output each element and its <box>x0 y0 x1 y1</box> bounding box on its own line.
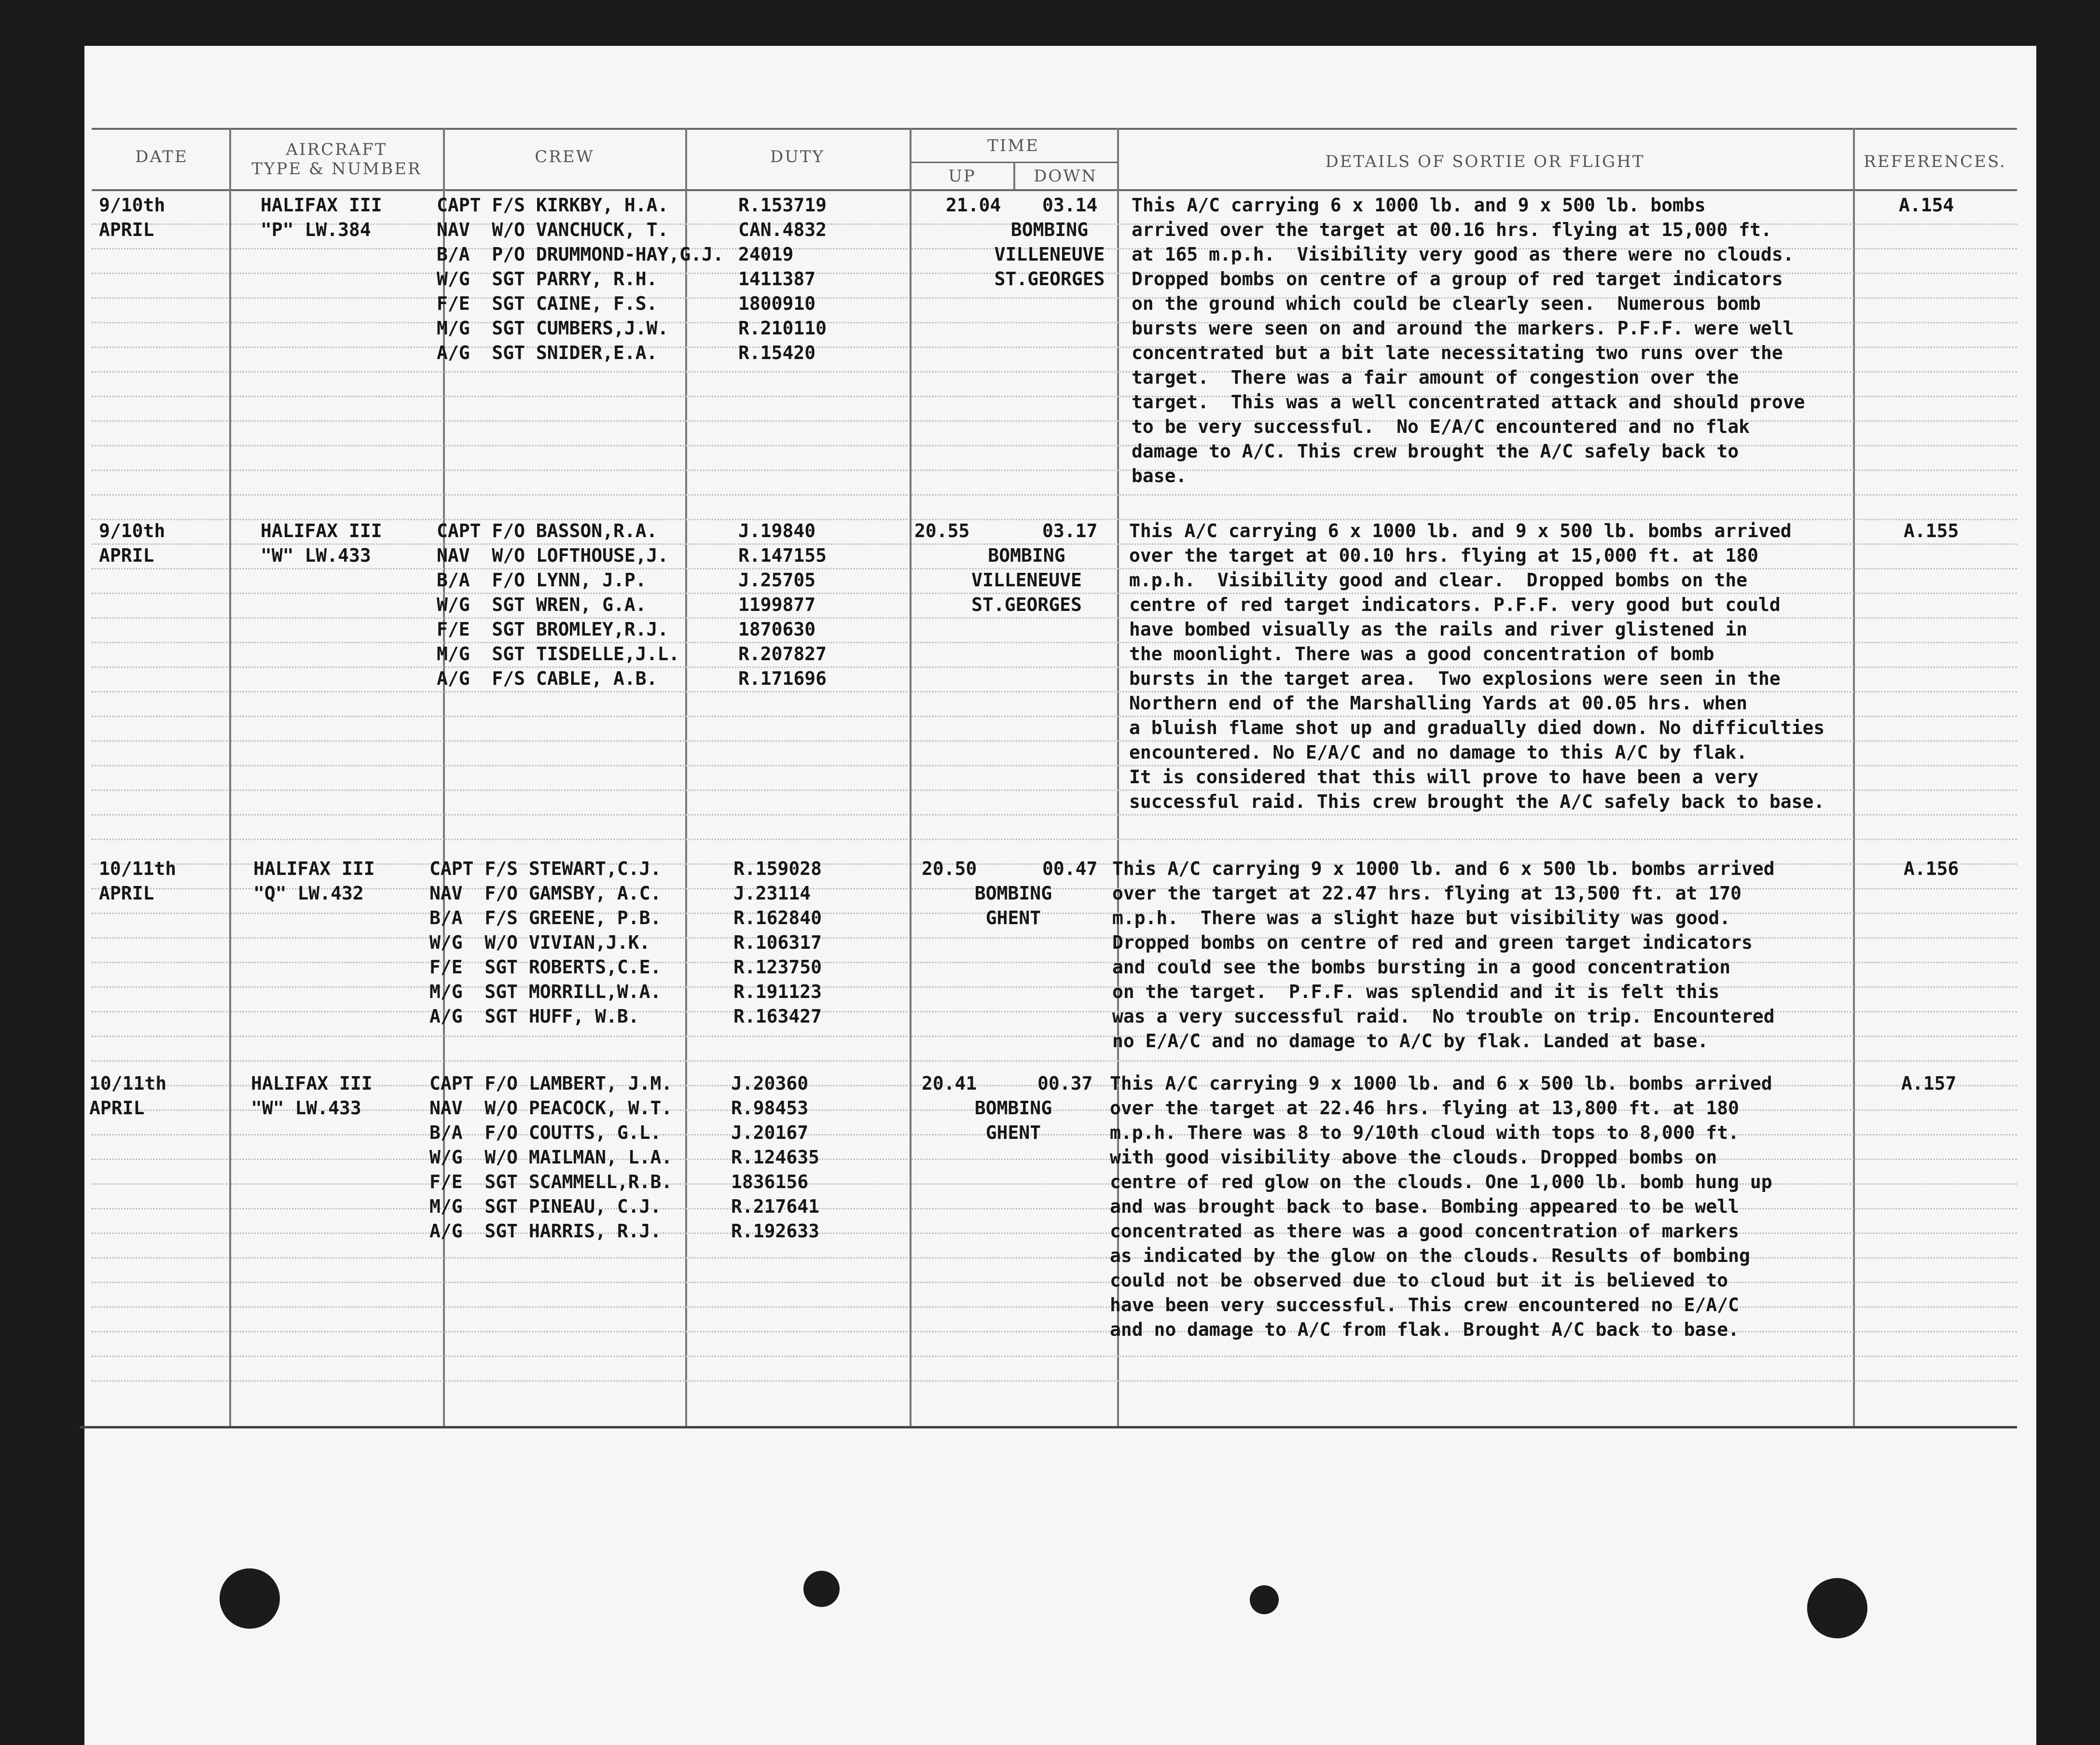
entry-crew: CAPT F/O BASSON,R.A. NAV W/O LOFTHOUSE,J. B/A F/O LYNN, J.P. W/G SGT WREN, G.A. F/E SGT BROMLEY,R.J. M/G SGT TISDELLE,J.L. A/G F/S CABLE, A.B. <box>437 520 680 689</box>
header-down: DOWN <box>1034 166 1097 186</box>
entry-duty: J.20360 R.98453 J.20167 R.124635 1836156 R.217641 R.192633 <box>731 1073 820 1242</box>
entry-aircraft: HALIFAX III "Q" LW.432 <box>253 858 375 904</box>
entry-duty: R.153719 CAN.4832 24019 1411387 1800910 R.210110 R.15420 <box>738 194 827 363</box>
entry-date: 10/11th APRIL <box>89 1073 167 1119</box>
table-bottom-rule <box>80 1426 2017 1428</box>
binding-hole-right <box>1807 1578 1867 1638</box>
entry-date: 9/10th APRIL <box>99 520 166 566</box>
binding-hole-center-left <box>803 1571 840 1607</box>
ruled-line <box>92 1060 2017 1062</box>
entry-down-time: 03.14 <box>1042 194 1098 216</box>
binding-hole-left <box>220 1568 280 1629</box>
entry-up-time: 20.50 <box>922 858 977 879</box>
entry-up-time: 21.04 <box>946 194 1001 216</box>
entry-target: BOMBING VILLENEUVE ST.GEORGES <box>994 219 1105 290</box>
header-bottom-rule <box>92 189 2017 191</box>
entry-down-time: 00.37 <box>1037 1073 1093 1094</box>
entry-down-time: 03.17 <box>1042 520 1098 541</box>
entry-date: 10/11th APRIL <box>99 858 177 904</box>
entry-details: This A/C carrying 6 x 1000 lb. and 9 x 500 lb. bombs arrived over the target at 00.10 hrs. flying at 15,000 ft. at 180 m.p.h. Visibility good and clear. Dropped bombs on the centre of red target indicators. P.F.F. very good but could have bombed visually as the rails and river glistened in the moonlight. There was a good concentration of bomb bursts in the target area. Two explosions were seen in the Northern end of the Marshalling Yards at 00.05 hrs. when a bluish flame shot up and gradually died down. No difficulties encountered. No E/A/C and no damage to this A/C by flak. It is considered that this will prove to have been a very successful raid. This crew brought the A/C safely back to base. <box>1129 520 1825 812</box>
entry-details: This A/C carrying 6 x 1000 lb. and 9 x 500 lb. bombs arrived over the target at 00.16 hrs. flying at 15,000 ft. at 165 m.p.h. Visibility very good as there were no clouds. Dropped bombs on centre of a group of red target indicators on the ground which could be clearly seen. Numerous bomb bursts were seen on and around the markers. P.F.F. were well concentrated but a bit late necessitating two runs over the target. There was a fair amount of congestion over the target. This was a well concentrated attack and should prove to be very successful. No E/A/C encountered and no flak damage to A/C. This crew brought the A/C safely back to base. <box>1132 194 1805 486</box>
header-details: DETAILS OF SORTIE OR FLIGHT <box>1325 152 1645 171</box>
binding-hole-center-right <box>1250 1585 1279 1614</box>
entry-crew: CAPT F/S KIRKBY, H.A. NAV W/O VANCHUCK, T. B/A P/O DRUMMOND-HAY,G.J. W/G SGT PARRY, R.H. F/E SGT CAINE, F.S. M/G SGT CUMBERS,J.W. A/G SGT SNIDER,E.A. <box>437 194 724 363</box>
entry-crew: CAPT F/S STEWART,C.J. NAV F/O GAMSBY, A.C. B/A F/S GREENE, P.B. W/G W/O VIVIAN,J.K. F/E SGT ROBERTS,C.E. M/G SGT MORRILL,W.A. A/G SGT HUFF, W.B. <box>429 858 662 1027</box>
ruled-line <box>92 839 2017 840</box>
entry-target: BOMBING GHENT <box>974 1097 1052 1143</box>
header-up: UP <box>948 166 976 186</box>
entry-up-time: 20.41 <box>922 1073 977 1094</box>
entry-reference: A.155 <box>1904 520 1959 541</box>
table-top-rule <box>92 128 2017 130</box>
entry-reference: A.154 <box>1899 194 1954 216</box>
ruled-line <box>92 814 2017 816</box>
entry-date: 9/10th APRIL <box>99 194 166 240</box>
header-aircraft: AIRCRAFT TYPE & NUMBER <box>251 140 422 179</box>
entry-duty: R.159028 J.23114 R.162840 R.106317 R.123750 R.191123 R.163427 <box>733 858 822 1027</box>
entry-aircraft: HALIFAX III "W" LW.433 <box>261 520 382 566</box>
header-crew: CREW <box>535 147 594 166</box>
header-duty: DUTY <box>770 147 825 166</box>
entry-aircraft: HALIFAX III "P" LW.384 <box>261 194 382 240</box>
header-date: DATE <box>135 147 188 166</box>
header-time: TIME <box>987 136 1039 155</box>
header-references: REFERENCES. <box>1864 152 2006 171</box>
ruled-line <box>92 1380 2017 1382</box>
entry-target: BOMBING VILLENEUVE ST.GEORGES <box>971 545 1082 615</box>
entry-up-time: 20.55 <box>914 520 970 541</box>
entry-reference: A.156 <box>1904 858 1959 879</box>
entry-details: This A/C carrying 9 x 1000 lb. and 6 x 500 lb. bombs arrived over the target at 22.47 hrs. flying at 13,500 ft. at 170 m.p.h. There was a slight haze but visibility was good. Dropped bombs on centre of red and green target indicators and could see the bombs bursting in a good concentration on the target. P.F.F. was splendid and it is felt this was a very successful raid. No trouble on trip. Encountered no E/A/C and no damage to A/C by flak. Landed at base. <box>1112 858 1775 1052</box>
entry-aircraft: HALIFAX III "W" LW.433 <box>251 1073 373 1119</box>
entry-reference: A.157 <box>1901 1073 1957 1094</box>
entry-details: This A/C carrying 9 x 1000 lb. and 6 x 500 lb. bombs arrived over the target at 22.46 hrs. flying at 13,800 ft. at 180 m.p.h. There was 8 to 9/10th cloud with tops to 8,000 ft. with good visibility above the clouds. Dropped bombs on centre of red glow on the clouds. One 1,000 lb. bomb hung up and was brought back to base. Bombing appeared to be well concentrated as there was a good concentration of markers as indicated by the glow on the clouds. Results of bombing could not be observed due to cloud but it is believed to have been very successful. This crew encountered no E/A/C and no damage to A/C from flak. Brought A/C back to base. <box>1110 1073 1772 1340</box>
ruled-line <box>92 494 2017 496</box>
entry-crew: CAPT F/O LAMBERT, J.M. NAV W/O PEACOCK, W.T. B/A F/O COUTTS, G.L. W/G W/O MAILMAN, L.A. F/E SGT SCAMMELL,R.B. M/G SGT PINEAU, C.J. A/G SGT HARRIS, R.J. <box>429 1073 673 1242</box>
entry-duty: J.19840 R.147155 J.25705 1199877 1870630 R.207827 R.171696 <box>738 520 827 689</box>
ruled-line <box>92 1356 2017 1357</box>
entry-down-time: 00.47 <box>1042 858 1098 879</box>
entry-target: BOMBING GHENT <box>974 883 1052 928</box>
